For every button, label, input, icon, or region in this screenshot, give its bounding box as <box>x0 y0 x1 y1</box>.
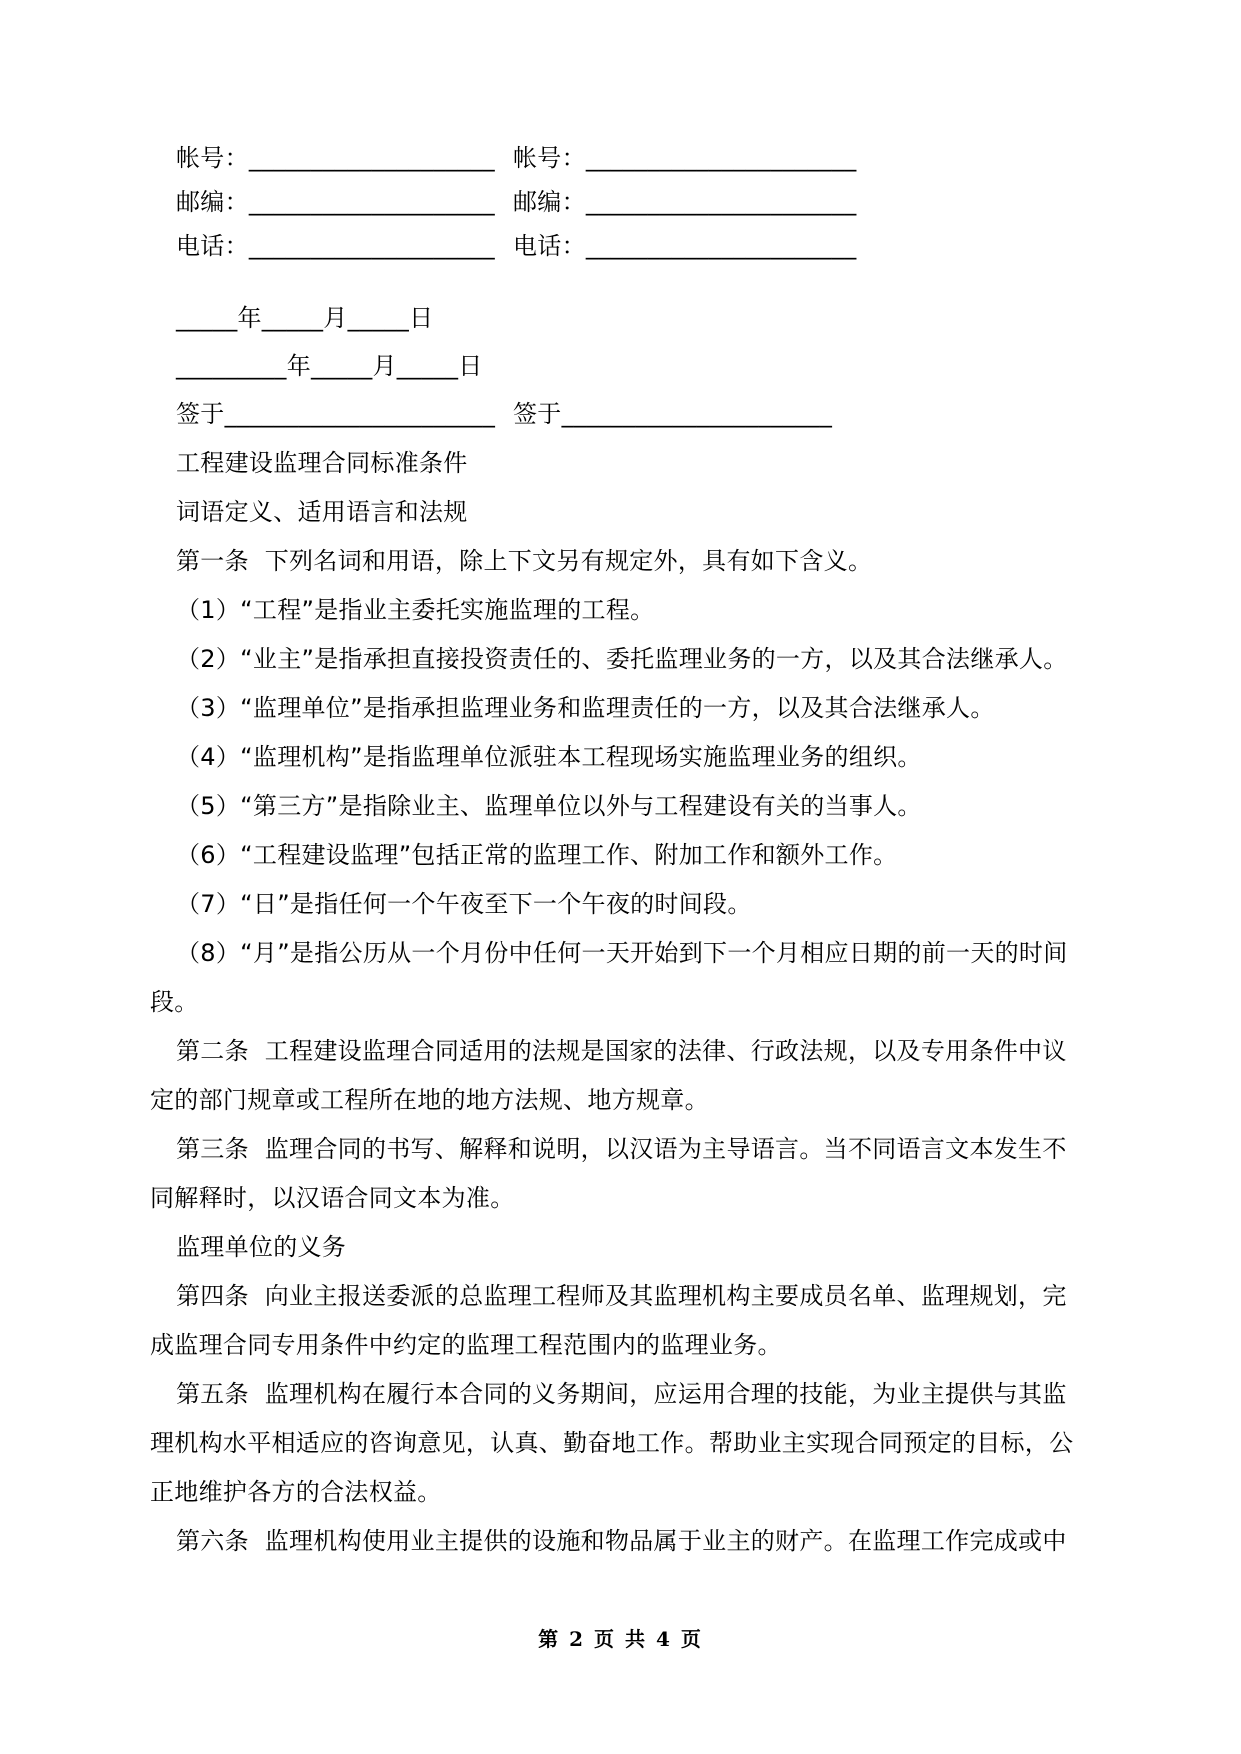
article-4-line-2: 成监理合同专用条件中约定的监理工程范围内的监理业务。 <box>150 1331 782 1359</box>
phone-left: 电话：____________________ <box>176 232 495 260</box>
article-4-line-1: 第四条 向业主报送委派的总监理工程师及其监理机构主要成员名单、监理规划，完 <box>176 1282 1067 1310</box>
article-5-line-1: 第五条 监理机构在履行本合同的义务期间，应运用合理的技能，为业主提供与其监 <box>176 1380 1067 1408</box>
definition-8-line-2: 段。 <box>150 988 199 1016</box>
signed-at-right: 签于______________________ <box>513 400 833 428</box>
definition-8-line-1: （8）“月”是指公历从一个月份中任何一天开始到下一个月相应日期的前一天的时间 <box>176 939 1068 967</box>
article-5-line-3: 正地维护各方的合法权益。 <box>150 1478 442 1506</box>
postcode-left: 邮编：____________________ <box>176 188 495 216</box>
postcode-right: 邮编：______________________ <box>513 188 857 216</box>
signed-at-left: 签于______________________ <box>176 400 496 428</box>
definition-7: （7）“日”是指任何一个午夜至下一个午夜的时间段。 <box>176 890 752 918</box>
date-line-2: _________年_____月_____日 <box>176 352 483 380</box>
definition-1: （1）“工程”是指业主委托实施监理的工程。 <box>176 596 655 624</box>
article-1: 第一条 下列名词和用语，除上下文另有规定外，具有如下含义。 <box>176 547 873 575</box>
section-title-standard-conditions: 工程建设监理合同标准条件 <box>176 449 468 477</box>
account-left: 帐号：____________________ <box>176 144 495 172</box>
article-3-line-2: 同解释时，以汉语合同文本为准。 <box>150 1184 515 1212</box>
definition-5: （5）“第三方”是指除业主、监理单位以外与工程建设有关的当事人。 <box>176 792 922 820</box>
definition-2: （2）“业主”是指承担直接投资责任的、委托监理业务的一方，以及其合法继承人。 <box>176 645 1068 673</box>
definition-4: （4）“监理机构”是指监理单位派驻本工程现场实施监理业务的组织。 <box>176 743 922 771</box>
article-6-line-1: 第六条 监理机构使用业主提供的设施和物品属于业主的财产。在监理工作完成或中 <box>176 1527 1067 1555</box>
definition-3: （3）“监理单位”是指承担监理业务和监理责任的一方，以及其合法继承人。 <box>176 694 995 722</box>
article-5-line-2: 理机构水平相适应的咨询意见，认真、勤奋地工作。帮助业主实现合同预定的目标，公 <box>150 1429 1074 1457</box>
article-2-line-2: 定的部门规章或工程所在地的地方法规、地方规章。 <box>150 1086 709 1114</box>
section-title-definitions: 词语定义、适用语言和法规 <box>176 498 468 526</box>
definition-6: （6）“工程建设监理”包括正常的监理工作、附加工作和额外工作。 <box>176 841 898 869</box>
article-3-line-1: 第三条 监理合同的书写、解释和说明，以汉语为主导语言。当不同语言文本发生不 <box>176 1135 1067 1163</box>
section-title-obligations: 监理单位的义务 <box>176 1233 347 1261</box>
page-footer: 第 2 页 共 4 页 <box>538 1627 703 1651</box>
account-right: 帐号：______________________ <box>513 144 857 172</box>
phone-right: 电话：______________________ <box>513 232 857 260</box>
article-2-line-1: 第二条 工程建设监理合同适用的法规是国家的法律、行政法规，以及专用条件中议 <box>176 1037 1067 1065</box>
date-line-1: _____年_____月_____日 <box>176 304 434 332</box>
